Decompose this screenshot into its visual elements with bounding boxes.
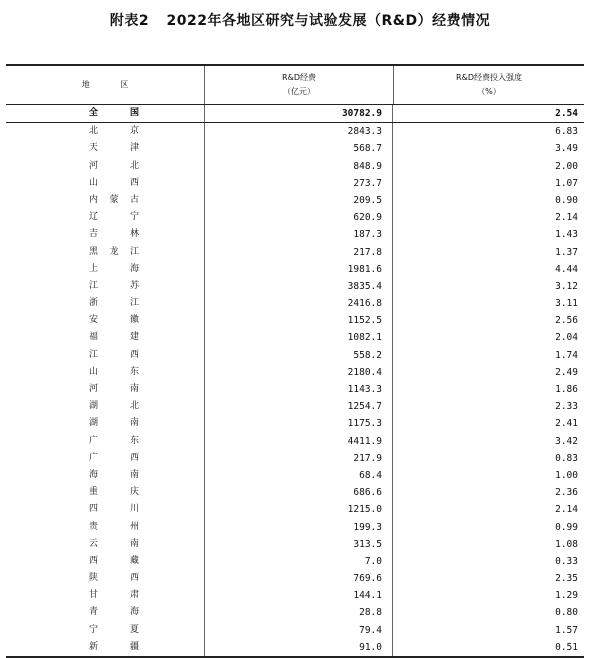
region-cell [6, 415, 204, 432]
region-name: 陕西 [89, 573, 139, 584]
rd-funds-cell: 199.3 [204, 519, 392, 536]
rd-intensity-cell: 0.83 [392, 450, 584, 467]
region-cell [6, 519, 204, 536]
rd-funds-cell: 30782.9 [204, 105, 392, 122]
rd-intensity-cell: 2.41 [392, 415, 584, 432]
region-cell [6, 295, 204, 312]
header-rd-funds-label: R&D经费 [282, 73, 316, 82]
header-rd-funds [204, 66, 393, 104]
region-name: 天津 [89, 143, 139, 154]
region-name: 河北 [89, 160, 139, 171]
rd-intensity-cell: 0.80 [392, 604, 584, 621]
region-cell [6, 312, 204, 329]
region-name: 江西 [89, 349, 139, 360]
table-row [6, 639, 584, 656]
table-row-total [6, 105, 584, 123]
region-cell [6, 347, 204, 364]
table-row [6, 622, 584, 639]
region-cell [6, 433, 204, 450]
region-cell [6, 209, 204, 226]
rd-intensity-cell: 1.29 [392, 587, 584, 604]
rd-funds-cell: 1175.3 [204, 415, 392, 432]
region-name: 上海 [89, 263, 139, 274]
rd-funds-cell: 1152.5 [204, 312, 392, 329]
table-row [6, 501, 584, 518]
rd-funds-cell: 568.7 [204, 140, 392, 157]
rd-intensity-cell: 2.04 [392, 329, 584, 346]
region-name: 云南 [89, 538, 139, 549]
table-row [6, 364, 584, 381]
region-name: 广东 [89, 435, 139, 446]
table-row [6, 209, 584, 226]
region-name: 安徽 [89, 315, 139, 326]
table-row [6, 484, 584, 501]
rd-intensity-cell: 2.36 [392, 484, 584, 501]
region-name: 西藏 [89, 555, 139, 566]
region-name: 四川 [89, 504, 139, 515]
region-cell [6, 570, 204, 587]
table-row [6, 381, 584, 398]
region-name: 内蒙古 [89, 194, 139, 205]
region-name: 贵州 [89, 521, 139, 532]
rd-intensity-cell: 0.99 [392, 519, 584, 536]
region-name: 宁夏 [89, 624, 139, 635]
region-cell [6, 467, 204, 484]
rd-intensity-cell: 1.86 [392, 381, 584, 398]
region-cell [6, 364, 204, 381]
rd-funds-cell: 848.9 [204, 158, 392, 175]
table-row [6, 175, 584, 192]
rd-intensity-cell: 2.56 [392, 312, 584, 329]
region-cell [6, 587, 204, 604]
table-header [6, 66, 584, 105]
region-cell [6, 450, 204, 467]
region-cell [6, 158, 204, 175]
region-cell [6, 398, 204, 415]
rd-intensity-cell: 2.14 [392, 209, 584, 226]
region-name: 广西 [89, 452, 139, 463]
region-cell [6, 329, 204, 346]
rd-intensity-cell: 1.07 [392, 175, 584, 192]
table-row [6, 347, 584, 364]
table-row [6, 140, 584, 157]
region-cell [6, 226, 204, 243]
rd-funds-table [6, 64, 584, 658]
rd-funds-cell: 769.6 [204, 570, 392, 587]
table-row [6, 604, 584, 621]
rd-intensity-cell: 3.49 [392, 140, 584, 157]
rd-intensity-cell: 1.08 [392, 536, 584, 553]
table-body [6, 105, 584, 656]
rd-intensity-cell: 4.44 [392, 261, 584, 278]
rd-funds-cell: 91.0 [204, 639, 392, 656]
rd-intensity-cell: 2.35 [392, 570, 584, 587]
region-name: 河南 [89, 384, 139, 394]
rd-intensity-cell: 1.00 [392, 467, 584, 484]
region-cell [6, 261, 204, 278]
rd-funds-cell: 273.7 [204, 175, 392, 192]
rd-funds-cell: 144.1 [204, 587, 392, 604]
region-name: 山东 [89, 366, 139, 377]
rd-intensity-cell: 3.42 [392, 433, 584, 450]
rd-intensity-cell: 6.83 [392, 123, 584, 140]
rd-intensity-cell: 1.74 [392, 347, 584, 364]
rd-funds-cell: 28.8 [204, 604, 392, 621]
rd-funds-cell: 686.6 [204, 484, 392, 501]
rd-funds-cell: 68.4 [204, 467, 392, 484]
table-row [6, 312, 584, 329]
rd-funds-cell: 313.5 [204, 536, 392, 553]
rd-funds-cell: 3835.4 [204, 278, 392, 295]
header-rd-intensity [393, 66, 584, 104]
table-row [6, 244, 584, 261]
region-cell [6, 105, 204, 122]
header-rd-intensity-unit: （%） [477, 87, 501, 96]
region-cell [6, 622, 204, 639]
region-cell [6, 639, 204, 656]
region-name: 江苏 [89, 280, 139, 291]
table-row [6, 450, 584, 467]
region-cell [6, 123, 204, 140]
table-title: 2022年各地区研究与试验发展（R&D）经费情况 [166, 13, 491, 29]
table-row [6, 570, 584, 587]
rd-funds-cell: 209.5 [204, 192, 392, 209]
rd-funds-cell: 1215.0 [204, 501, 392, 518]
region-name: 青海 [89, 607, 139, 618]
table-row [6, 433, 584, 450]
rd-funds-cell: 7.0 [204, 553, 392, 570]
table-row [6, 295, 584, 312]
rd-funds-cell: 558.2 [204, 347, 392, 364]
region-cell [6, 175, 204, 192]
rd-intensity-cell: 0.33 [392, 553, 584, 570]
rd-intensity-cell: 2.14 [392, 501, 584, 518]
region-name: 甘肃 [89, 590, 139, 601]
rd-intensity-cell: 2.54 [392, 105, 584, 122]
rd-funds-cell: 217.8 [204, 244, 392, 261]
rd-funds-cell: 4411.9 [204, 433, 392, 450]
header-rd-intensity-label: R&D经费投入强度 [456, 73, 522, 82]
table-row [6, 226, 584, 243]
region-cell [6, 381, 204, 398]
region-cell [6, 244, 204, 261]
table-row [6, 398, 584, 415]
region-name: 福建 [89, 332, 139, 343]
region-name: 黑龙江 [89, 246, 139, 257]
rd-funds-cell: 2416.8 [204, 295, 392, 312]
region-cell [6, 278, 204, 295]
rd-intensity-cell: 2.33 [392, 398, 584, 415]
rd-funds-cell: 1143.3 [204, 381, 392, 398]
table-row [6, 329, 584, 346]
region-name: 吉林 [89, 229, 139, 240]
rd-intensity-cell: 2.00 [392, 158, 584, 175]
region-cell [6, 604, 204, 621]
rd-intensity-cell: 2.49 [392, 364, 584, 381]
table-number: 附表2 [109, 13, 150, 29]
rd-funds-cell: 2843.3 [204, 123, 392, 140]
rd-intensity-cell: 1.57 [392, 622, 584, 639]
rd-funds-cell: 217.9 [204, 450, 392, 467]
table-row [6, 415, 584, 432]
table-row [6, 123, 584, 140]
region-name: 重庆 [89, 487, 139, 498]
rd-funds-cell: 1254.7 [204, 398, 392, 415]
region-name: 山西 [89, 177, 139, 188]
table-row [6, 467, 584, 484]
header-rd-funds-unit: （亿元） [283, 87, 315, 96]
region-name: 浙江 [89, 298, 139, 309]
rd-funds-cell: 620.9 [204, 209, 392, 226]
rd-intensity-cell: 0.51 [392, 639, 584, 656]
rd-intensity-cell: 1.43 [392, 226, 584, 243]
region-name: 辽宁 [89, 212, 139, 223]
region-cell [6, 140, 204, 157]
table-row [6, 278, 584, 295]
rd-funds-cell: 79.4 [204, 622, 392, 639]
rd-intensity-cell: 3.12 [392, 278, 584, 295]
region-cell [6, 501, 204, 518]
region-name: 湖北 [89, 401, 139, 412]
header-region-label: 地 区 [81, 80, 143, 89]
region-name: 全国 [89, 108, 139, 118]
rd-intensity-cell: 1.37 [392, 244, 584, 261]
table-row [6, 587, 584, 604]
table-row [6, 192, 584, 209]
document-title [0, 10, 600, 30]
rd-funds-cell: 187.3 [204, 226, 392, 243]
rd-funds-cell: 2180.4 [204, 364, 392, 381]
region-cell [6, 192, 204, 209]
region-name: 湖南 [89, 418, 139, 429]
region-cell [6, 484, 204, 501]
table-row [6, 519, 584, 536]
rd-funds-cell: 1981.6 [204, 261, 392, 278]
table-row [6, 536, 584, 553]
rd-funds-cell: 1082.1 [204, 329, 392, 346]
region-name: 新疆 [89, 641, 139, 652]
rd-intensity-cell: 3.11 [392, 295, 584, 312]
rd-intensity-cell: 0.90 [392, 192, 584, 209]
region-cell [6, 553, 204, 570]
header-region [6, 66, 204, 104]
region-name: 海南 [89, 469, 139, 480]
region-name: 北京 [89, 126, 139, 137]
table-row [6, 158, 584, 175]
table-row [6, 553, 584, 570]
table-row [6, 261, 584, 278]
region-cell [6, 536, 204, 553]
